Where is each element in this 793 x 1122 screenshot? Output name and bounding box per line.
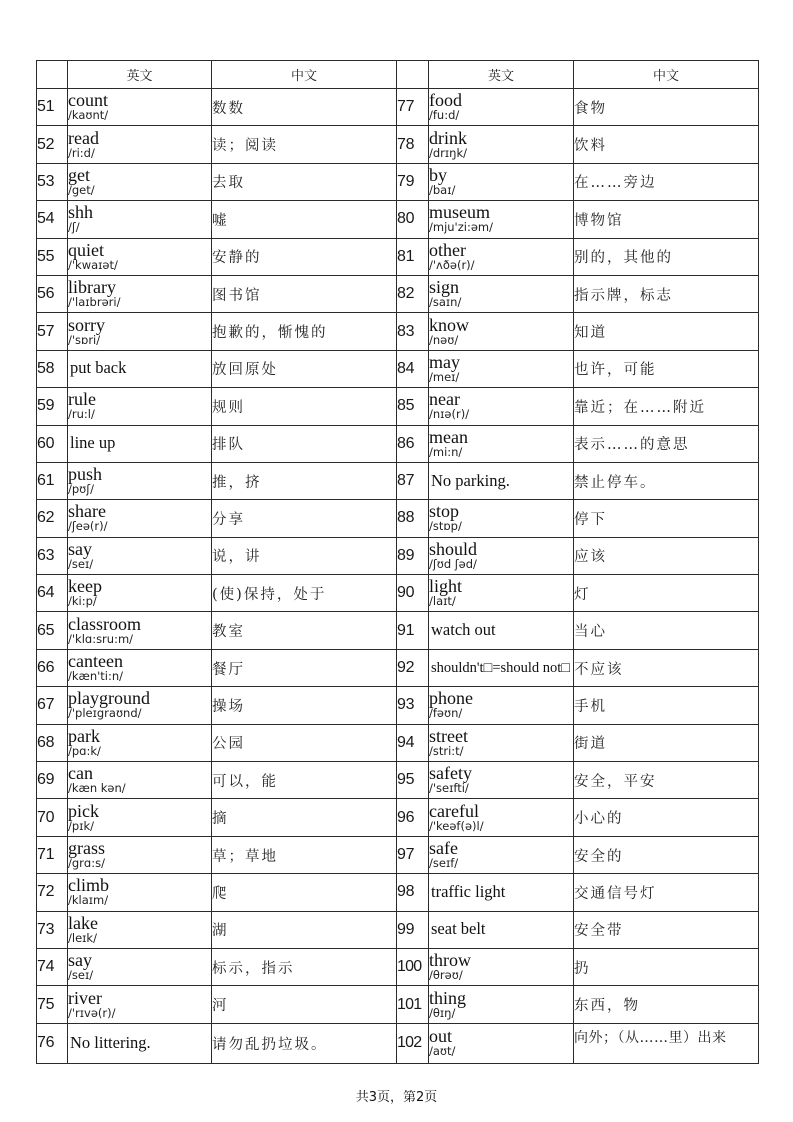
chinese-meaning: 也许，可能 bbox=[574, 350, 759, 387]
english-phrase: line up bbox=[70, 433, 116, 453]
chinese-meaning: 街道 bbox=[574, 724, 759, 761]
english-cell bbox=[429, 537, 574, 574]
table-row bbox=[37, 163, 759, 200]
chinese-meaning: 草；草地 bbox=[212, 836, 397, 873]
chinese-meaning: 说，讲 bbox=[212, 537, 397, 574]
entry-number: 51 bbox=[37, 89, 68, 126]
vocabulary-table bbox=[36, 60, 759, 1064]
english-word: thing bbox=[429, 987, 467, 1008]
chinese-meaning: 河 bbox=[212, 986, 397, 1023]
phonetic-transcription: /pɑ:k/ bbox=[68, 743, 101, 758]
entry-number: 53 bbox=[37, 163, 68, 200]
chinese-meaning: 去取 bbox=[212, 163, 397, 200]
english-word: drink bbox=[429, 127, 467, 148]
phonetic-transcription: /'keəf(ə)l/ bbox=[429, 818, 484, 833]
english-word: mean bbox=[429, 426, 468, 447]
chinese-meaning: 当心 bbox=[574, 612, 759, 649]
chinese-meaning: 不应该 bbox=[574, 649, 759, 686]
english-word: library bbox=[68, 277, 116, 298]
english-phrase: shouldn't□=should not□ bbox=[431, 660, 571, 677]
english-cell bbox=[429, 313, 574, 350]
english-phrase: No parking. bbox=[431, 470, 510, 490]
english-cell bbox=[429, 986, 574, 1023]
entry-number: 87 bbox=[397, 462, 429, 499]
phonetic-transcription: /pɪk/ bbox=[68, 818, 94, 833]
table-row bbox=[37, 89, 759, 126]
english-word: grass bbox=[68, 838, 105, 858]
english-cell bbox=[429, 874, 574, 911]
entry-number: 99 bbox=[397, 911, 429, 948]
english-word: sorry bbox=[68, 314, 105, 335]
entry-number: 96 bbox=[397, 799, 429, 836]
table-row bbox=[37, 986, 759, 1023]
chinese-meaning: 应该 bbox=[574, 537, 759, 574]
phonetic-transcription: /θɪŋ/ bbox=[429, 1005, 456, 1020]
english-word: know bbox=[429, 314, 469, 335]
english-word: read bbox=[68, 127, 99, 148]
table-row bbox=[37, 649, 759, 686]
english-word: safe bbox=[429, 838, 458, 858]
english-word: river bbox=[68, 987, 102, 1008]
phonetic-transcription: /'sɒri/ bbox=[68, 332, 101, 347]
english-word: by bbox=[429, 164, 447, 185]
entry-number: 77 bbox=[397, 89, 429, 126]
entry-number: 54 bbox=[37, 201, 68, 238]
english-cell bbox=[429, 500, 574, 537]
english-cell bbox=[429, 163, 574, 200]
entry-number: 58 bbox=[37, 350, 68, 387]
chinese-meaning: 安静的 bbox=[212, 238, 397, 275]
entry-number: 82 bbox=[397, 275, 429, 312]
english-word: safety bbox=[429, 763, 472, 784]
english-word: other bbox=[429, 239, 466, 260]
phonetic-transcription: /stɒp/ bbox=[429, 519, 462, 534]
english-cell bbox=[429, 388, 574, 425]
chinese-meaning: 爬 bbox=[212, 874, 397, 911]
english-phrase: put back bbox=[70, 358, 127, 378]
entry-number: 84 bbox=[397, 350, 429, 387]
table-row bbox=[37, 462, 759, 499]
entry-number: 68 bbox=[37, 724, 68, 761]
entry-number: 67 bbox=[37, 687, 68, 724]
english-cell bbox=[68, 762, 212, 799]
chinese-meaning: 排队 bbox=[212, 425, 397, 462]
entry-number: 60 bbox=[37, 425, 68, 462]
entry-number: 81 bbox=[397, 238, 429, 275]
phonetic-transcription: /leɪk/ bbox=[68, 930, 97, 945]
english-cell bbox=[429, 275, 574, 312]
chinese-meaning: 操场 bbox=[212, 687, 397, 724]
chinese-meaning: 停下 bbox=[574, 500, 759, 537]
english-word: food bbox=[429, 90, 462, 111]
english-cell bbox=[68, 911, 212, 948]
chinese-meaning: 禁止停车。 bbox=[574, 462, 759, 499]
table-row bbox=[37, 388, 759, 425]
table-row bbox=[37, 948, 759, 985]
chinese-meaning: 规则 bbox=[212, 388, 397, 425]
chinese-meaning: 嘘 bbox=[212, 201, 397, 238]
chinese-meaning: 博物馆 bbox=[574, 201, 759, 238]
entry-number: 56 bbox=[37, 275, 68, 312]
phonetic-transcription: /fəʊn/ bbox=[429, 706, 463, 721]
chinese-meaning: 抱歉的，惭愧的 bbox=[212, 313, 397, 350]
english-cell bbox=[68, 575, 212, 612]
english-word: street bbox=[429, 725, 468, 746]
chinese-meaning: 知道 bbox=[574, 313, 759, 350]
english-cell bbox=[429, 948, 574, 985]
header-chinese-right: 中文 bbox=[574, 61, 759, 89]
table-row bbox=[37, 500, 759, 537]
entry-number: 64 bbox=[37, 575, 68, 612]
page-footer: 共3页，第2页 bbox=[355, 1090, 438, 1105]
entry-number: 74 bbox=[37, 948, 68, 985]
entry-number: 78 bbox=[397, 126, 429, 163]
phonetic-transcription: /aʊt/ bbox=[429, 1044, 456, 1059]
phonetic-transcription: /kaʊnt/ bbox=[68, 108, 109, 123]
phonetic-transcription: /klaɪm/ bbox=[68, 893, 109, 908]
entry-number: 92 bbox=[397, 649, 429, 686]
entry-number: 98 bbox=[397, 874, 429, 911]
english-word: can bbox=[68, 763, 93, 784]
english-word: count bbox=[68, 90, 108, 111]
table-row bbox=[37, 1023, 759, 1063]
english-word: park bbox=[68, 725, 100, 746]
chinese-meaning: 可以，能 bbox=[212, 762, 397, 799]
phonetic-transcription: /nəʊ/ bbox=[429, 332, 459, 347]
english-cell bbox=[68, 89, 212, 126]
chinese-meaning: 安全带 bbox=[574, 911, 759, 948]
english-cell bbox=[429, 911, 574, 948]
english-cell bbox=[68, 986, 212, 1023]
chinese-meaning: (使)保持，处于 bbox=[212, 575, 397, 612]
chinese-meaning: 向外；（从……里）出来 bbox=[574, 1023, 759, 1063]
chinese-meaning: 灯 bbox=[574, 575, 759, 612]
phonetic-transcription: /meɪ/ bbox=[429, 369, 460, 384]
table-row bbox=[37, 799, 759, 836]
english-cell bbox=[429, 649, 574, 686]
english-word: quiet bbox=[68, 239, 104, 260]
phonetic-transcription: /'ʌðə(r)/ bbox=[429, 257, 475, 272]
phonetic-transcription: /'rɪvə(r)/ bbox=[68, 1005, 116, 1020]
english-word: rule bbox=[68, 389, 96, 410]
english-cell bbox=[68, 126, 212, 163]
entry-number: 72 bbox=[37, 874, 68, 911]
english-cell bbox=[429, 238, 574, 275]
english-word: museum bbox=[429, 202, 490, 223]
table-row bbox=[37, 350, 759, 387]
entry-number: 97 bbox=[397, 836, 429, 873]
header-chinese-left: 中文 bbox=[212, 61, 397, 89]
entry-number: 94 bbox=[397, 724, 429, 761]
chinese-meaning: 公园 bbox=[212, 724, 397, 761]
entry-number: 52 bbox=[37, 126, 68, 163]
entry-number: 63 bbox=[37, 537, 68, 574]
table-row bbox=[37, 425, 759, 462]
chinese-meaning: 手机 bbox=[574, 687, 759, 724]
phonetic-transcription: /pʊʃ/ bbox=[68, 482, 95, 497]
chinese-meaning: 靠近；在……附近 bbox=[574, 388, 759, 425]
chinese-meaning: 读；阅读 bbox=[212, 126, 397, 163]
chinese-meaning: 摘 bbox=[212, 799, 397, 836]
english-word: near bbox=[429, 389, 460, 410]
english-cell bbox=[429, 575, 574, 612]
english-word: may bbox=[429, 351, 460, 372]
table-row bbox=[37, 275, 759, 312]
chinese-meaning: 在……旁边 bbox=[574, 163, 759, 200]
chinese-meaning: 推，挤 bbox=[212, 462, 397, 499]
english-cell bbox=[68, 724, 212, 761]
phonetic-transcription: /seɪ/ bbox=[68, 968, 94, 983]
english-phrase: traffic light bbox=[431, 881, 506, 901]
english-word: should bbox=[429, 538, 478, 559]
phonetic-transcription: /seɪf/ bbox=[429, 856, 459, 870]
phonetic-transcription: /'laɪbrəri/ bbox=[68, 295, 121, 310]
phonetic-transcription: /mi:n/ bbox=[429, 444, 463, 459]
table-row bbox=[37, 126, 759, 163]
entry-number: 69 bbox=[37, 762, 68, 799]
chinese-meaning: 安全，平安 bbox=[574, 762, 759, 799]
entry-number: 100 bbox=[397, 948, 429, 985]
english-word: phone bbox=[429, 688, 473, 709]
header-num-right bbox=[397, 61, 429, 89]
chinese-meaning: 数数 bbox=[212, 89, 397, 126]
english-cell bbox=[68, 313, 212, 350]
table-row bbox=[37, 836, 759, 873]
phonetic-transcription: /stri:t/ bbox=[429, 743, 464, 758]
english-word: shh bbox=[68, 202, 94, 223]
phonetic-transcription: /'klɑ:sru:m/ bbox=[68, 631, 134, 646]
table-row bbox=[37, 687, 759, 724]
english-word: canteen bbox=[68, 651, 123, 672]
table-row bbox=[37, 537, 759, 574]
header-num-left bbox=[37, 61, 68, 89]
chinese-meaning: 放回原处 bbox=[212, 350, 397, 387]
english-cell bbox=[68, 238, 212, 275]
english-word: playground bbox=[68, 688, 150, 709]
phonetic-transcription: /fu:d/ bbox=[429, 108, 460, 123]
entry-number: 88 bbox=[397, 500, 429, 537]
english-word: stop bbox=[429, 501, 460, 522]
english-word: out bbox=[429, 1026, 453, 1047]
english-word: keep bbox=[68, 576, 102, 597]
chinese-meaning: 小心的 bbox=[574, 799, 759, 836]
english-cell bbox=[429, 612, 574, 649]
entry-number: 89 bbox=[397, 537, 429, 574]
phonetic-transcription: /saɪn/ bbox=[429, 295, 462, 310]
english-word: climb bbox=[68, 875, 109, 896]
english-cell bbox=[68, 388, 212, 425]
header-english-left: 英文 bbox=[68, 61, 212, 89]
table-row bbox=[37, 575, 759, 612]
entry-number: 90 bbox=[397, 575, 429, 612]
phonetic-transcription: /ʃʊd ʃəd/ bbox=[429, 556, 477, 571]
chinese-meaning: 别的，其他的 bbox=[574, 238, 759, 275]
english-cell bbox=[68, 163, 212, 200]
chinese-meaning: 指示牌，标志 bbox=[574, 275, 759, 312]
english-word: sign bbox=[429, 277, 460, 298]
english-cell bbox=[68, 1023, 212, 1063]
table-row bbox=[37, 724, 759, 761]
english-cell bbox=[68, 462, 212, 499]
english-word: say bbox=[68, 950, 92, 971]
english-word: careful bbox=[429, 800, 479, 821]
english-cell bbox=[429, 425, 574, 462]
english-cell bbox=[429, 462, 574, 499]
entry-number: 55 bbox=[37, 238, 68, 275]
english-phrase: watch out bbox=[431, 620, 496, 640]
english-word: lake bbox=[68, 912, 98, 933]
chinese-meaning: 请勿乱扔垃圾。 bbox=[212, 1023, 397, 1063]
entry-number: 93 bbox=[397, 687, 429, 724]
english-cell bbox=[429, 1023, 574, 1063]
entry-number: 59 bbox=[37, 388, 68, 425]
phonetic-transcription: /ri:d/ bbox=[68, 145, 95, 160]
chinese-meaning: 餐厅 bbox=[212, 649, 397, 686]
english-cell bbox=[68, 537, 212, 574]
english-cell bbox=[429, 201, 574, 238]
english-phrase: No littering. bbox=[70, 1032, 151, 1052]
chinese-meaning: 扔 bbox=[574, 948, 759, 985]
entry-number: 91 bbox=[397, 612, 429, 649]
entry-number: 83 bbox=[397, 313, 429, 350]
entry-number: 62 bbox=[37, 500, 68, 537]
chinese-meaning: 表示……的意思 bbox=[574, 425, 759, 462]
entry-number: 57 bbox=[37, 313, 68, 350]
entry-number: 71 bbox=[37, 836, 68, 873]
phonetic-transcription: /θrəʊ/ bbox=[429, 968, 463, 983]
table-row bbox=[37, 612, 759, 649]
chinese-meaning: 交通信号灯 bbox=[574, 874, 759, 911]
phonetic-transcription: /laɪt/ bbox=[429, 594, 456, 609]
english-word: share bbox=[68, 501, 106, 522]
english-word: say bbox=[68, 538, 92, 559]
vocabulary-rows bbox=[37, 89, 759, 1064]
table-row bbox=[37, 762, 759, 799]
english-cell bbox=[68, 275, 212, 312]
entry-number: 80 bbox=[397, 201, 429, 238]
chinese-meaning: 分享 bbox=[212, 500, 397, 537]
english-cell bbox=[68, 201, 212, 238]
entry-number: 76 bbox=[37, 1023, 68, 1063]
phonetic-transcription: /ki:p/ bbox=[68, 594, 97, 609]
english-cell bbox=[429, 89, 574, 126]
phonetic-transcription: /'seɪfti/ bbox=[429, 781, 469, 796]
phonetic-transcription: /kæn kən/ bbox=[68, 781, 126, 796]
table-row bbox=[37, 874, 759, 911]
english-word: push bbox=[68, 464, 103, 485]
phonetic-transcription: /ʃ/ bbox=[68, 220, 80, 235]
chinese-meaning: 食物 bbox=[574, 89, 759, 126]
english-cell bbox=[429, 126, 574, 163]
table-row bbox=[37, 313, 759, 350]
english-cell bbox=[68, 874, 212, 911]
phonetic-transcription: /seɪ/ bbox=[68, 556, 94, 571]
english-cell bbox=[68, 350, 212, 387]
phonetic-transcription: /'pleɪgraʊnd/ bbox=[68, 706, 142, 721]
chinese-meaning: 饮料 bbox=[574, 126, 759, 163]
phonetic-transcription: /grɑ:s/ bbox=[68, 856, 105, 870]
phonetic-transcription: /drɪŋk/ bbox=[429, 145, 467, 160]
entry-number: 61 bbox=[37, 462, 68, 499]
entry-number: 66 bbox=[37, 649, 68, 686]
chinese-meaning: 标示，指示 bbox=[212, 948, 397, 985]
english-cell bbox=[429, 836, 574, 873]
phonetic-transcription: /ʃeə(r)/ bbox=[68, 519, 108, 534]
english-cell bbox=[68, 425, 212, 462]
entry-number: 85 bbox=[397, 388, 429, 425]
english-cell bbox=[68, 500, 212, 537]
chinese-meaning: 教室 bbox=[212, 612, 397, 649]
table-header-row bbox=[37, 61, 759, 89]
english-word: throw bbox=[429, 950, 471, 971]
english-phrase: seat belt bbox=[431, 919, 486, 939]
english-cell bbox=[68, 687, 212, 724]
english-cell bbox=[429, 687, 574, 724]
entry-number: 102 bbox=[397, 1023, 429, 1063]
entry-number: 86 bbox=[397, 425, 429, 462]
chinese-meaning: 图书馆 bbox=[212, 275, 397, 312]
phonetic-transcription: /baɪ/ bbox=[429, 182, 456, 197]
chinese-meaning: 东西，物 bbox=[574, 986, 759, 1023]
chinese-meaning: 湖 bbox=[212, 911, 397, 948]
entry-number: 65 bbox=[37, 612, 68, 649]
english-cell bbox=[68, 799, 212, 836]
english-word: light bbox=[429, 576, 463, 597]
header-english-right: 英文 bbox=[429, 61, 574, 89]
english-cell bbox=[429, 762, 574, 799]
phonetic-transcription: /kæn'ti:n/ bbox=[68, 669, 124, 684]
english-cell bbox=[429, 350, 574, 387]
entry-number: 95 bbox=[397, 762, 429, 799]
english-cell bbox=[68, 948, 212, 985]
entry-number: 79 bbox=[397, 163, 429, 200]
phonetic-transcription: /get/ bbox=[68, 182, 95, 197]
english-cell bbox=[429, 799, 574, 836]
phonetic-transcription: /nɪə(r)/ bbox=[429, 407, 470, 422]
entry-number: 73 bbox=[37, 911, 68, 948]
table-row bbox=[37, 201, 759, 238]
entry-number: 70 bbox=[37, 799, 68, 836]
entry-number: 75 bbox=[37, 986, 68, 1023]
english-cell bbox=[68, 836, 212, 873]
phonetic-transcription: /mju'zi:əm/ bbox=[429, 220, 493, 235]
english-cell bbox=[68, 612, 212, 649]
english-word: classroom bbox=[68, 613, 141, 634]
phonetic-transcription: /'kwaɪət/ bbox=[68, 257, 118, 272]
entry-number: 101 bbox=[397, 986, 429, 1023]
english-word: get bbox=[68, 164, 90, 185]
table-row bbox=[37, 911, 759, 948]
phonetic-transcription: /ru:l/ bbox=[68, 407, 95, 422]
english-cell bbox=[429, 724, 574, 761]
english-cell bbox=[68, 649, 212, 686]
chinese-meaning: 安全的 bbox=[574, 836, 759, 873]
english-word: pick bbox=[68, 800, 99, 821]
table-row bbox=[37, 238, 759, 275]
